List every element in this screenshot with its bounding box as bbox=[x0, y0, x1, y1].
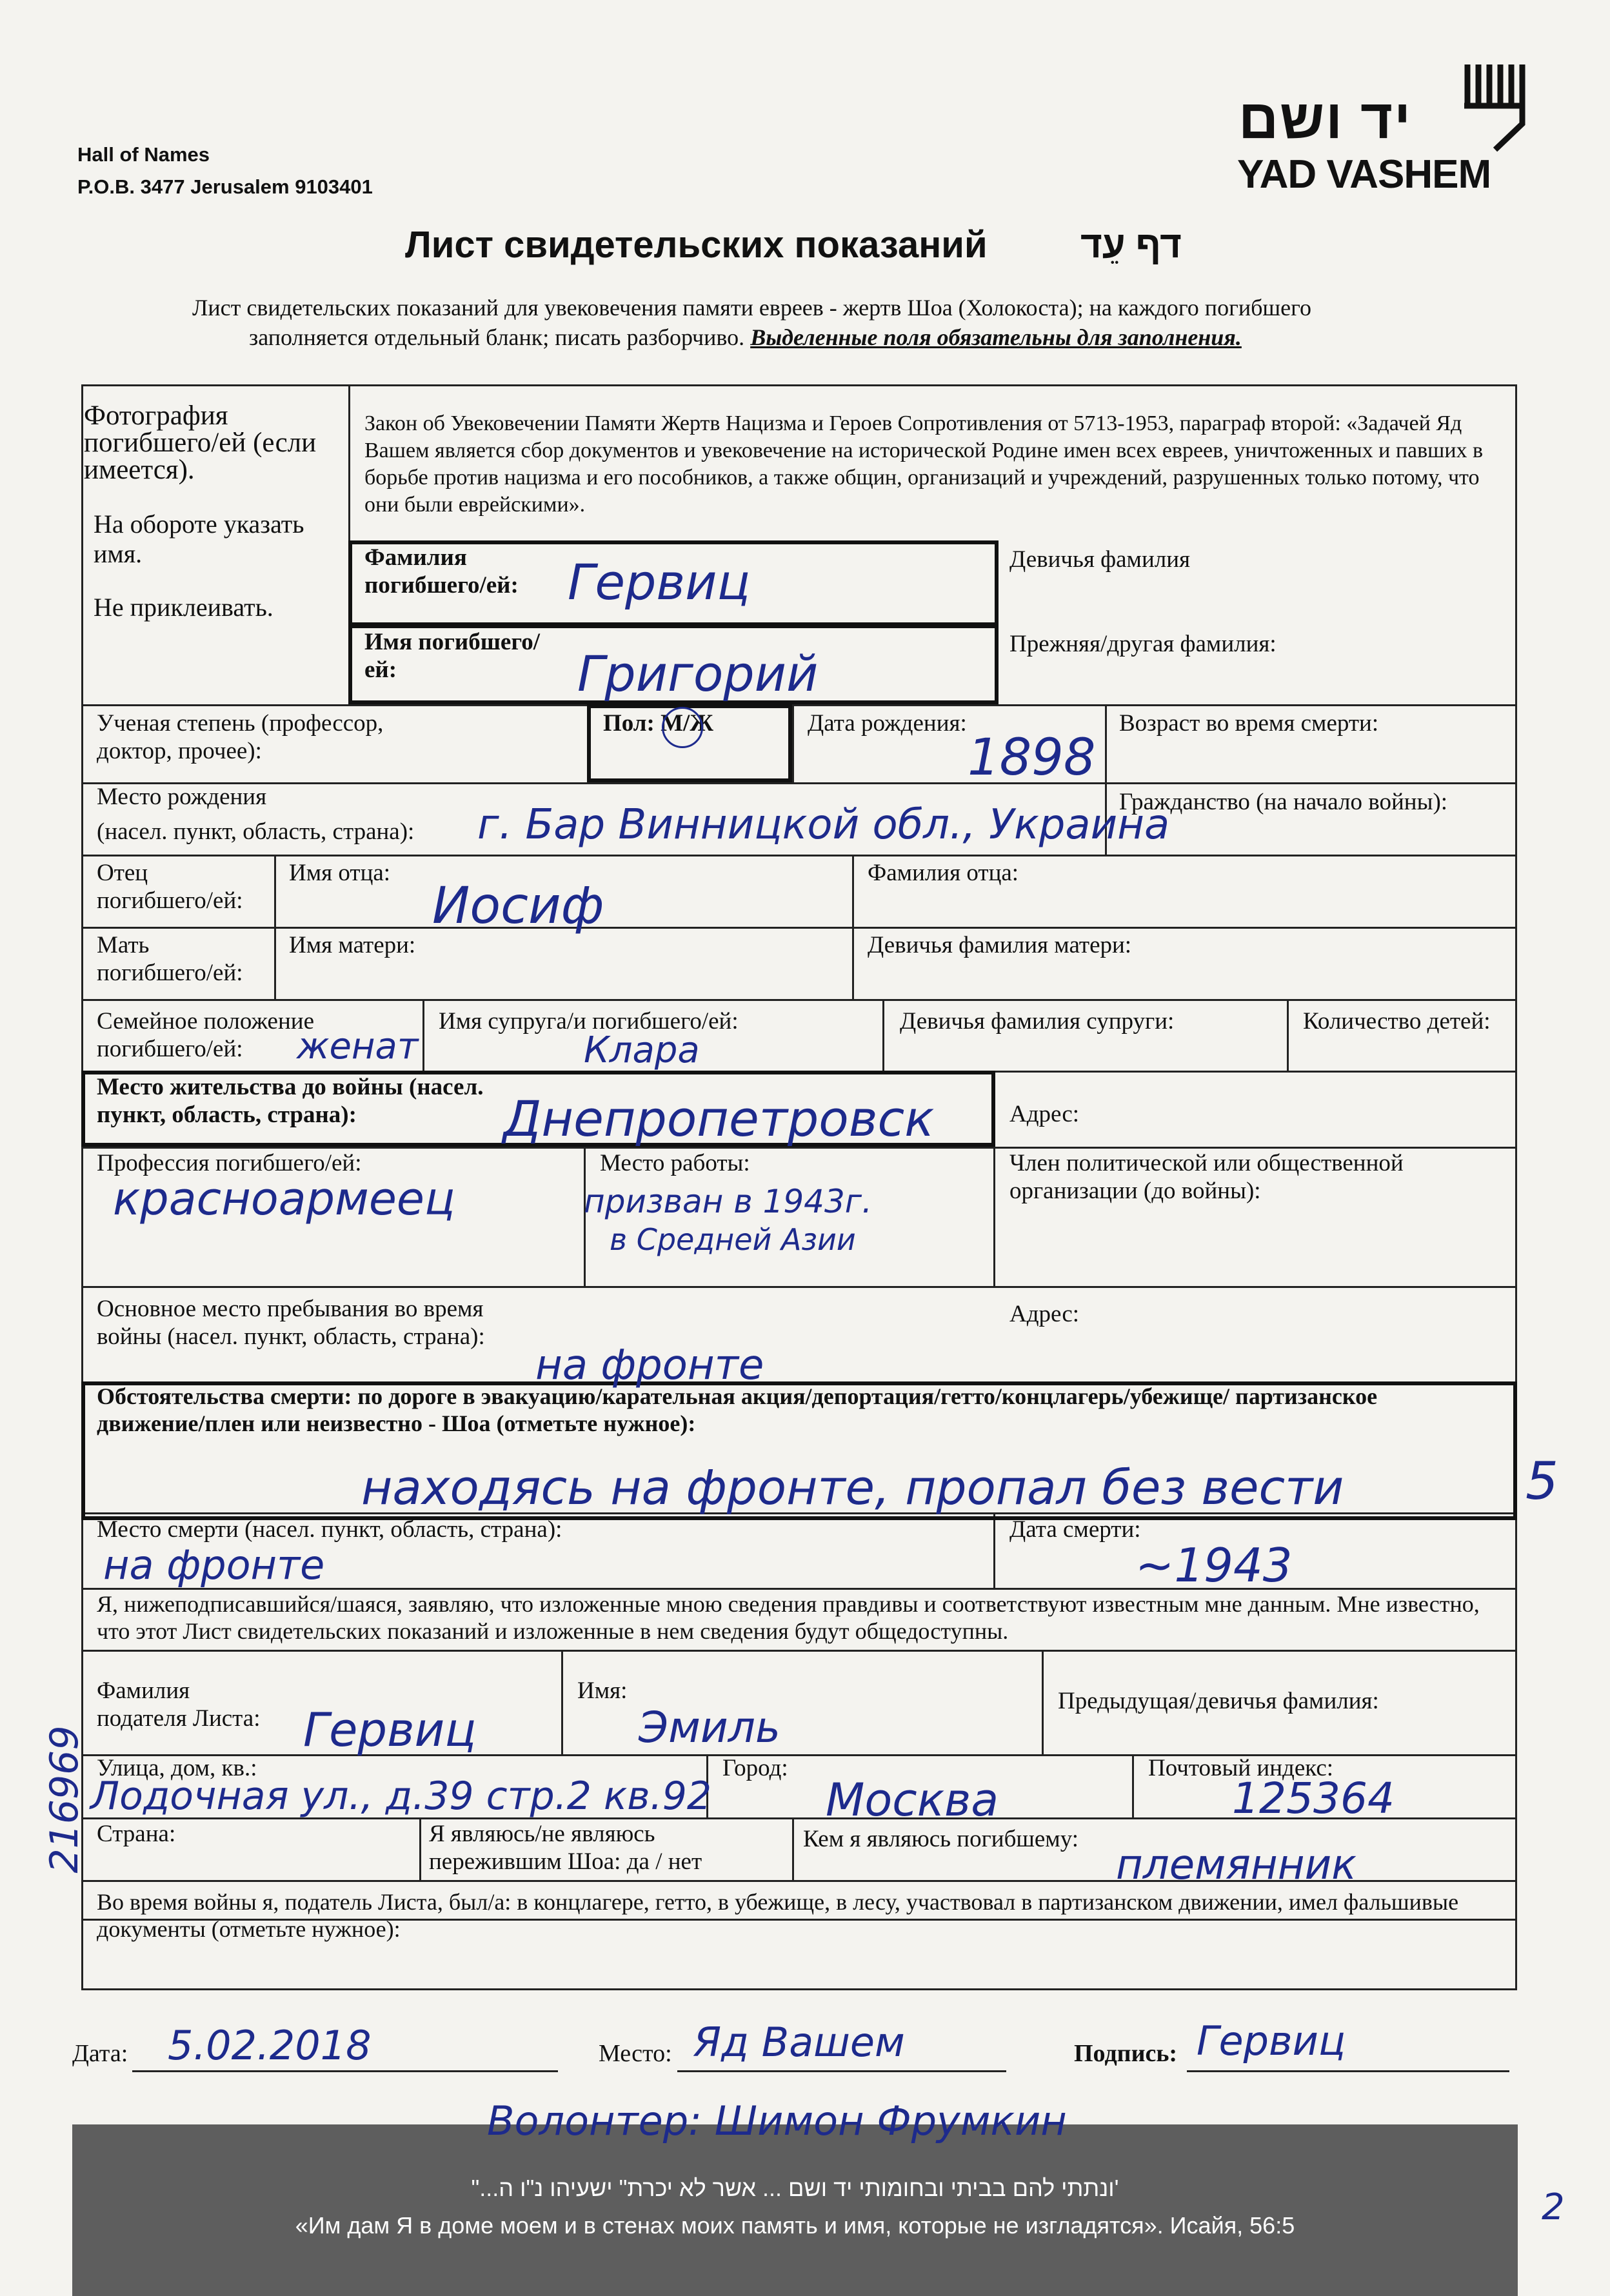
country-label: Страна: bbox=[97, 1821, 176, 1847]
street-label: Улица, дом, кв.: bbox=[97, 1755, 257, 1781]
marital-value: женат bbox=[297, 1025, 419, 1067]
first-name-value: Григорий bbox=[577, 645, 819, 702]
birthplace-label: Место рождения bbox=[97, 784, 267, 810]
photo-back-note: На обороте указать имя. bbox=[94, 510, 304, 568]
logo-hebrew: יד ושם bbox=[1238, 88, 1413, 150]
profession-label: Профессия погибшего/ей: bbox=[97, 1150, 362, 1176]
org-name: Hall of Names bbox=[77, 143, 210, 166]
date-label: Дата: bbox=[72, 2040, 128, 2067]
wartime-place-label: Основное место пребывания во время войны (насел. пункт, область, страна): bbox=[97, 1296, 485, 1350]
circumstances-value: находясь на фронте, пропал без вести bbox=[361, 1460, 1344, 1516]
father-surname-label: Фамилия отца: bbox=[868, 860, 1019, 886]
wartime-place-value: на фронте bbox=[535, 1341, 764, 1389]
degree-label: Ученая степень (профессор, доктор, прочее): bbox=[97, 710, 384, 764]
submitter-name-label: Имя: bbox=[577, 1677, 628, 1704]
photo-label: Фотография погибшего/ей (если имеется). bbox=[84, 401, 317, 485]
page-title-hebrew: דף עֵד bbox=[1080, 224, 1182, 266]
footer-band bbox=[72, 2124, 1518, 2296]
intro-line-1: Лист свидетельских показаний для увековечения памяти евреев - жертв Шоа (Холокоста); на каждого погибшего bbox=[192, 295, 1311, 321]
death-place-label: Место смерти (насел. пункт, область, страна): bbox=[97, 1516, 562, 1543]
date-value: 5.02.2018 bbox=[168, 2022, 372, 2069]
footer-russian-quote: «Им дам Я в доме моем и в стенах моих память и имя, которые не изгладятся». Исайя, 56:5 bbox=[295, 2212, 1295, 2239]
workplace-value-line2: в Средней Азии bbox=[610, 1222, 856, 1257]
law-text: Закон об Увековечении Памяти Жертв Нацизма и Героев Сопротивления от 5713-1953, параграф второй: «Задачей Яд Вашем является сбор документов и увековечение на исторической Родине имен всех евреев, уничтоженных и павших в борьбе против нацизма и его пособников, а также общин, организаций и учреждений, разрушенных только потому, что они были еврейскими». bbox=[364, 411, 1484, 517]
residence-value: Днепропетровск bbox=[503, 1090, 935, 1147]
spouse-value: Клара bbox=[584, 1029, 700, 1071]
submitter-surname-label: Фамилия подателя Листа: bbox=[97, 1677, 261, 1732]
mother-name-label: Имя матери: bbox=[289, 932, 416, 958]
survivor-label: Я являюсь/не являюсь пережившим Шоа: да / нет bbox=[429, 1821, 702, 1875]
postcode-value: 125364 bbox=[1232, 1774, 1395, 1823]
intro-emphasis: Выделенные поля обязательны для заполнения. bbox=[750, 324, 1242, 350]
signature-value: Гервиц bbox=[1197, 2017, 1346, 2064]
page-number: 2 bbox=[1542, 2186, 1565, 2228]
birth-date-value: 1898 bbox=[968, 729, 1096, 787]
city-label: Город: bbox=[722, 1755, 788, 1781]
children-label: Количество детей: bbox=[1303, 1008, 1491, 1034]
father-name-label: Имя отца: bbox=[289, 860, 391, 886]
death-date-label: Дата смерти: bbox=[1009, 1516, 1141, 1543]
profession-value: красноармеец bbox=[113, 1173, 455, 1225]
signature-label: Подпись: bbox=[1074, 2040, 1178, 2067]
marital-label: Семейное положение погибшего/ей: bbox=[97, 1008, 314, 1062]
declaration-text: Я, нижеподписавшийся/шаяся, заявляю, что изложенные мною сведения правдивы и соответствуют известным мне данным. Мне известно, что этот Лист свидетельских показаний и изложенные в нем сведения будут общедоступны. bbox=[97, 1591, 1480, 1644]
residence-label: Место жительства до войны (насел. пункт, область, страна): bbox=[97, 1074, 484, 1128]
sex-label: Пол: М/Ж bbox=[603, 710, 713, 737]
death-date-value: ~1943 bbox=[1135, 1538, 1293, 1592]
birthplace-label-sub: (насел. пункт, область, страна): bbox=[97, 818, 415, 845]
mother-label: Мать погибшего/ей: bbox=[97, 932, 243, 986]
prev-surname-label: Прежняя/другая фамилия: bbox=[1009, 631, 1277, 657]
birthplace-value: г. Бар Винницкой обл., Украина bbox=[477, 801, 1170, 849]
maiden-name-label: Девичья фамилия bbox=[1009, 546, 1191, 573]
member-label: Член политической или общественной организации (до войны): bbox=[1009, 1150, 1404, 1204]
workplace-label: Место работы: bbox=[600, 1150, 750, 1176]
first-name-label: Имя погибшего/ей: bbox=[364, 629, 541, 683]
page-title: Лист свидетельских показаний bbox=[405, 224, 988, 266]
father-name-value: Иосиф bbox=[432, 877, 604, 935]
spouse-maiden-label: Девичья фамилия супруги: bbox=[900, 1008, 1175, 1034]
org-address: P.O.B. 3477 Jerusalem 9103401 bbox=[77, 175, 373, 198]
circumstances-label: Обстоятельства смерти: по дороге в эвакуацию/карательная акция/депортация/гетто/концлагерь/убежище/ партизанское движение/плен или неизвестно - Шоа (отметьте нужное): bbox=[97, 1383, 1378, 1436]
workplace-value-line1: призван в 1943г. bbox=[584, 1183, 872, 1220]
relation-value: племянник bbox=[1116, 1841, 1357, 1889]
mother-maiden-label: Девичья фамилия матери: bbox=[868, 932, 1132, 958]
submitter-prev-label: Предыдущая/девичья фамилия: bbox=[1058, 1688, 1379, 1714]
submitter-surname-value: Гервиц bbox=[303, 1703, 477, 1757]
wartime-address-label: Адрес: bbox=[1009, 1301, 1080, 1327]
surname-value: Гервиц bbox=[568, 553, 751, 611]
side-number: 216969 bbox=[42, 1725, 87, 1874]
volunteer-note: Волонтер: Шимон Фрумкин bbox=[487, 2097, 1067, 2144]
father-label: Отец погибшего/ей: bbox=[97, 860, 243, 914]
city-value: Москва bbox=[826, 1774, 999, 1826]
birth-date-label: Дата рождения: bbox=[808, 710, 967, 737]
yad-vashem-logo bbox=[1238, 59, 1535, 208]
address-label: Адрес: bbox=[1009, 1101, 1080, 1127]
margin-mark: 5 bbox=[1526, 1451, 1558, 1511]
during-war-label: Во время войны я, податель Листа, был/а: в концлагере, гетто, в убежище, в лесу, участвовал в партизанском движении, имел фальшивые документы (отметьте нужное): bbox=[97, 1889, 1459, 1942]
street-value: Лодочная ул., д.39 стр.2 кв.92 bbox=[90, 1774, 712, 1819]
intro-line-2: заполняется отдельный бланк; писать разборчиво. Выделенные поля обязательны для заполнения. bbox=[249, 324, 1242, 350]
logo-text: YAD VASHEM bbox=[1237, 152, 1491, 197]
postcode-label: Почтовый индекс: bbox=[1148, 1755, 1334, 1781]
relation-label: Кем я являюсь погибшему: bbox=[803, 1826, 1079, 1852]
age-label: Возраст во время смерти: bbox=[1119, 710, 1379, 737]
spouse-label: Имя супруга/и погибшего/ей: bbox=[439, 1008, 739, 1034]
submitter-name-value: Эмиль bbox=[639, 1703, 780, 1752]
death-place-value: на фронте bbox=[103, 1541, 325, 1588]
surname-label: Фамилия погибшего/ей: bbox=[364, 544, 519, 599]
place-label: Место: bbox=[599, 2040, 672, 2067]
place-value: Яд Вашем bbox=[693, 2019, 905, 2066]
footer-hebrew-quote: "...ונתתי להם בביתי ובחומותי יד ושם ... אשר לא יכרת" ישעיהו נ"ו ה' bbox=[471, 2175, 1119, 2201]
sex-circle-mark bbox=[662, 707, 703, 748]
photo-no-glue: Не приклеивать. bbox=[94, 593, 273, 622]
citizenship-label: Гражданство (на начало войны): bbox=[1119, 789, 1448, 815]
